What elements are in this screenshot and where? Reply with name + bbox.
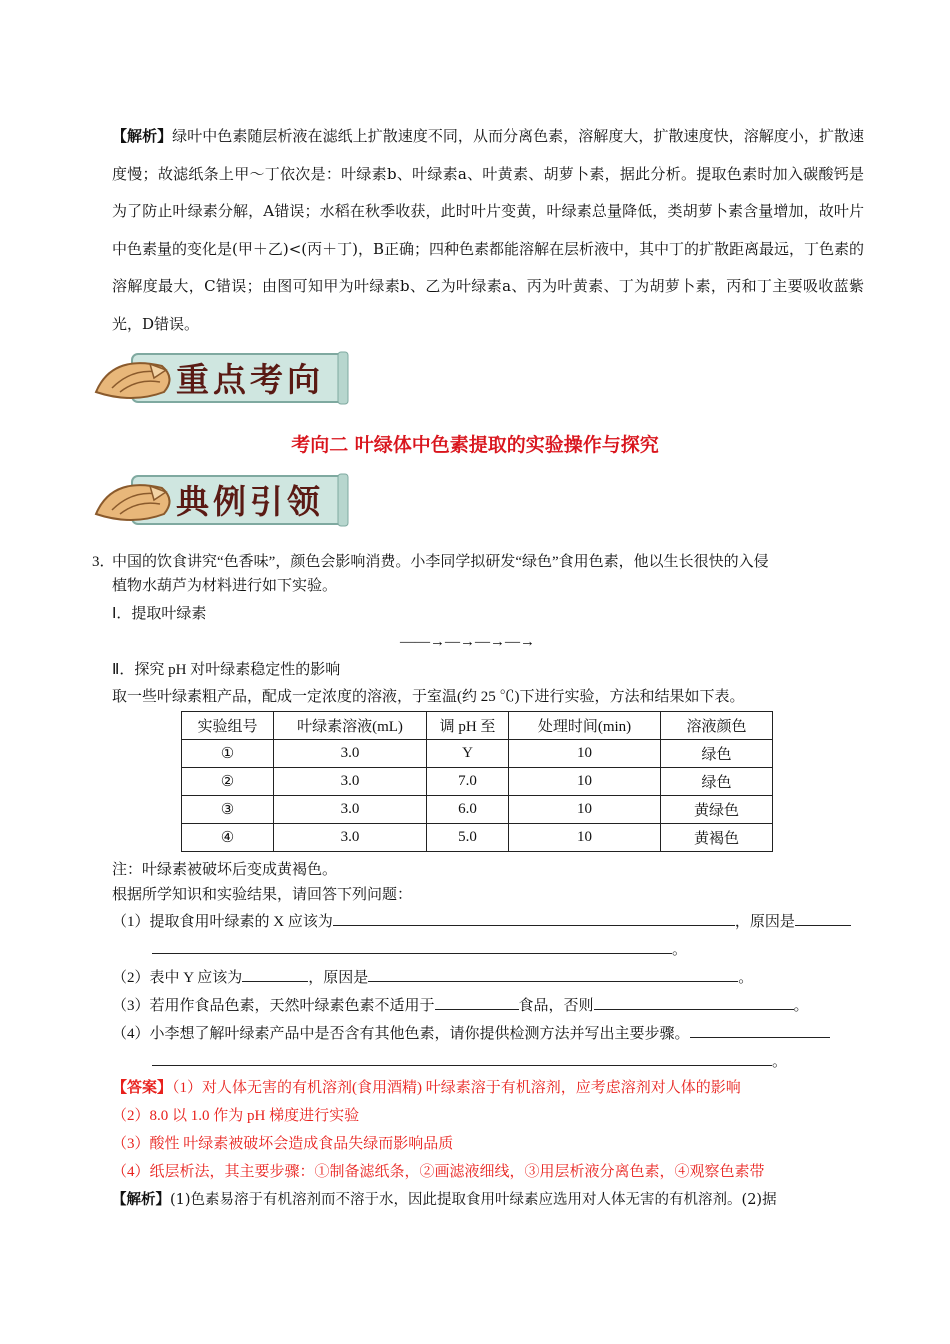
table-cell: 3.0 — [274, 824, 427, 852]
banner-label: 重点考向 — [176, 360, 324, 399]
banner-example — [92, 470, 350, 530]
answer-3: （3）酸性 叶绿素被破坏会造成食品失绿而影响品质 — [112, 1136, 454, 1152]
answer-1: （1）对人体无害的有机溶剂(食用酒精) 叶绿素溶于有机溶剂，应考虑溶剂对人体的影响 — [172, 1080, 741, 1096]
banner-key-direction — [92, 348, 350, 408]
experiment-table — [181, 711, 773, 852]
table-cell: 6.0 — [427, 796, 509, 824]
table-header: 实验组号 — [182, 712, 274, 740]
sub-question-2-end: 。 — [738, 970, 754, 986]
sub-question-3-end: 。 — [793, 998, 809, 1014]
shell-icon — [96, 485, 170, 520]
sub-question-2 — [112, 966, 753, 989]
table-cell: 10 — [509, 740, 661, 768]
answer-blank[interactable] — [435, 994, 519, 1010]
table-row — [182, 796, 773, 824]
table-header: 调 pH 至 — [427, 712, 509, 740]
sub-question-1-continuation — [152, 938, 687, 961]
sub-question-1-end: 。 — [672, 942, 688, 958]
table-cell: ④ — [182, 824, 274, 852]
part-2-description: 取一些叶绿素粗产品，配成一定浓度的溶液，于室温(约 25 ℃)下进行实验，方法和结果如下表。 — [112, 689, 745, 705]
analysis-prefix: 【解析】 — [112, 1191, 170, 1208]
question-stem-line-1: 中国的饮食讲究“色香味”，颜色会影响消费。小李同学拟研发“绿色”食用色素，他以生长很快的入侵 — [112, 554, 769, 570]
table-cell: 黄绿色 — [661, 796, 773, 824]
sub-question-3 — [112, 994, 809, 1017]
analysis-prefix: 【解析】 — [112, 127, 173, 145]
table-row — [182, 768, 773, 796]
table-header: 处理时间(min) — [509, 712, 661, 740]
table-cell: ① — [182, 740, 274, 768]
table-header: 溶液颜色 — [661, 712, 773, 740]
sub-question-4-continuation — [152, 1050, 787, 1073]
question-prompt: 根据所学知识和实验结果，请回答下列问题： — [112, 887, 413, 903]
answer-blank[interactable] — [242, 966, 308, 982]
answer-blank[interactable] — [795, 910, 851, 926]
analysis-text: (1)色素易溶于有机溶剂而不溶于水，因此提取食用叶绿素应选用对人体无害的有机溶剂。(2)据 — [170, 1192, 777, 1208]
section-title: 考向二 叶绿体中色素提取的实验操作与探究 — [291, 434, 659, 456]
table-row — [182, 740, 773, 768]
answer-4: （4）纸层析法，其主要步骤：①制备滤纸条，②画滤液细线，③用层析液分离色素，④观察色素带 — [112, 1164, 765, 1180]
table-cell: 5.0 — [427, 824, 509, 852]
table-cell: 绿色 — [661, 768, 773, 796]
analysis-paragraph-1 — [112, 118, 864, 344]
answer-blank[interactable] — [152, 1050, 772, 1066]
table-cell: 3.0 — [274, 796, 427, 824]
analysis-text: 绿叶中色素随层析液在滤纸上扩散速度不同，从而分离色素，溶解度大，扩散速度快，溶解度小，扩散速度慢；故滤纸条上甲～丁依次是：叶绿素b、叶绿素a、叶黄素、胡萝卜素，据此分析。提取色素时加入碳酸钙是为了防止叶绿素分解，A错误；水稻在秋季收获，此时叶片变黄，叶绿素总量降低，类胡萝卜素含量增加，故叶片中色素量的变化是(甲＋乙)<(丙＋丁)，B正确；四种色素都能溶解在层析液中，其中丁的扩散距离最远，丁色素的溶解度最大，C错误；由图可知甲为叶绿素b、乙为叶绿素a、丙为叶黄素、丁为胡萝卜素，丙和丁主要吸收蓝紫光，D错误。 — [112, 127, 865, 333]
sub-question-4-text: （4）小李想了解叶绿素产品中是否含有其他色素，请你提供检测方法并写出主要步骤。 — [112, 1026, 690, 1042]
table-cell: 3.0 — [274, 740, 427, 768]
part-2-heading: Ⅱ．探究 pH 对叶绿素稳定性的影响 — [112, 662, 341, 678]
answer-blank[interactable] — [152, 938, 672, 954]
table-note: 注：叶绿素被破坏后变成黄褐色。 — [112, 862, 338, 878]
sub-question-3-text: （3）若用作食品色素，天然叶绿素色素不适用于 — [112, 998, 435, 1014]
table-cell: ③ — [182, 796, 274, 824]
answer-2: （2）8.0 以 1.0 作为 pH 梯度进行实验 — [112, 1108, 360, 1124]
answer-blank[interactable] — [368, 966, 738, 982]
analysis-paragraph-2 — [112, 1189, 777, 1211]
table-cell: 10 — [509, 768, 661, 796]
sub-question-4-end: 。 — [772, 1054, 788, 1070]
table-cell: 绿色 — [661, 740, 773, 768]
shell-icon — [96, 363, 170, 398]
answer-prefix: 【答案】 — [112, 1080, 173, 1096]
sub-question-1 — [112, 910, 851, 933]
question-number: 3． — [92, 554, 115, 570]
table-header-row — [182, 712, 773, 740]
sub-question-4 — [112, 1022, 830, 1045]
answer-blank[interactable] — [690, 1022, 830, 1038]
process-flow: ——→—→—→—→ — [400, 634, 535, 650]
answer-line-1 — [112, 1077, 741, 1099]
table-cell: 黄褐色 — [661, 824, 773, 852]
part-1-heading: Ⅰ．提取叶绿素 — [112, 606, 207, 622]
table-cell: 7.0 — [427, 768, 509, 796]
table-cell: 10 — [509, 796, 661, 824]
table-row — [182, 824, 773, 852]
answer-blank[interactable] — [333, 910, 735, 926]
table-cell: 10 — [509, 824, 661, 852]
sub-question-2-text-b: ，原因是 — [308, 970, 369, 986]
question-stem-line-2: 植物水葫芦为材料进行如下实验。 — [112, 578, 338, 594]
banner-label: 典例引领 — [176, 482, 324, 521]
sub-question-2-text: （2）表中 Y 应该为 — [112, 970, 243, 986]
table-cell: Y — [427, 740, 509, 768]
table-cell: 3.0 — [274, 768, 427, 796]
table-header: 叶绿素溶液(mL) — [274, 712, 427, 740]
sub-question-1-text-b: ，原因是 — [734, 914, 795, 930]
sub-question-1-text: （1）提取食用叶绿素的 X 应该为 — [112, 914, 333, 930]
sub-question-3-text-b: 食品，否则 — [518, 998, 594, 1014]
answer-blank[interactable] — [594, 994, 794, 1010]
table-cell: ② — [182, 768, 274, 796]
